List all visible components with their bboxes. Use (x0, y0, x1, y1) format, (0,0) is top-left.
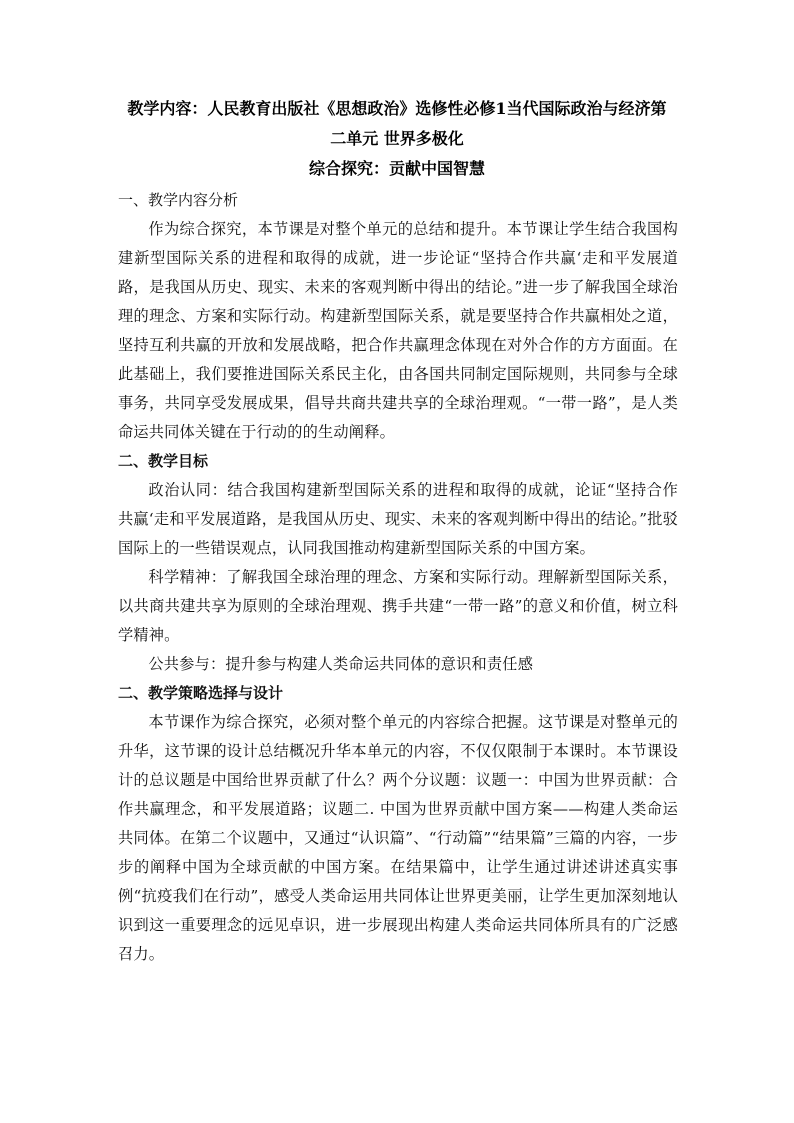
section-heading-teaching-objectives: 二、教学目标 (118, 452, 209, 470)
section-heading-teaching-strategy: 二、教学策略选择与设计 (118, 684, 284, 702)
document-title-line-2: 二单元 世界多极化 (330, 129, 464, 148)
paragraph-political-identity: 政治认同：结合我国构建新型国际关系的进程和取得的成就，论证“坚持合作共赢‘走和平发展道路，是我国从历史、现实、未来的客观判断中得出的结论。”批驳国际上的一些错误观点，认同我国推动构建新型国际关系的中国方案。 (118, 481, 678, 557)
paragraph-content-analysis: 作为综合探究，本节课是对整个单元的总结和提升。本节课让学生结合我国构建新型国际关系的进程和取得的成就，进一步论证“坚持合作共赢‘走和平发展道路，是我国从历史、现实、未来的客观判断中得出的结论。”进一步了解我国全球治理的理念、方案和实际行动。构建新型国际关系，就是要坚持合作共赢相处之道，坚持互利共赢的开放和发展战略，把合作共赢理念体现在对外合作的方方面面。在此基础上，我们要推进国际关系民主化，由各国共同制定国际规则，共同参与全球事务，共同享受发展成果，倡导共商共建共享的全球治理观。“一带一路”，是人类命运共同体关键在于行动的的生动阐释。 (118, 220, 678, 441)
document-body (118, 186, 678, 969)
paragraph-public-participation: 公共参与：提升参与构建人类命运共同体的意识和责任感 (148, 655, 534, 673)
paragraph-teaching-strategy: 本节课作为综合探究，必须对整个单元的内容综合把握。这节课是对整单元的升华，这节课的设计总结概况升华本单元的内容，不仅仅限制于本课时。本节课设计的总议题是中国给世界贡献了什么？两个分议题：议题一：中国为世界贡献：合作共赢理念，和平发展道路；议题二. 中国为世界贡献中国方案——构建人类命运共同体。在第二个议题中，又通过“认识篇”、“行动篇”“结果篇”三篇的内容，一步步的阐释中国为全球贡献的中国方案。在结果篇中，让学生通过讲述讲述真实事例“抗疫我们在行动”，感受人类命运用共同体让世界更美丽，让学生更加深刻地认识到这一重要理念的远见卓识，进一步展现出构建人类命运共同体所具有的广泛感召力。 (118, 713, 678, 963)
document-subtitle: 综合探究：贡献中国智慧 (308, 159, 485, 178)
paragraph-scientific-spirit: 科学精神：了解我国全球治理的理念、方案和实际行动。理解新型国际关系，以共商共建共享为原则的全球治理观、携手共建“一带一路”的意义和价值，树立科学精神。 (118, 568, 678, 644)
section-heading-content-analysis: 一、教学内容分析 (118, 191, 239, 209)
title-block (112, 94, 682, 184)
document-title-line-1: 教学内容：人民教育出版社《思想政治》选修性必修1当代国际政治与经济第 (127, 99, 667, 118)
